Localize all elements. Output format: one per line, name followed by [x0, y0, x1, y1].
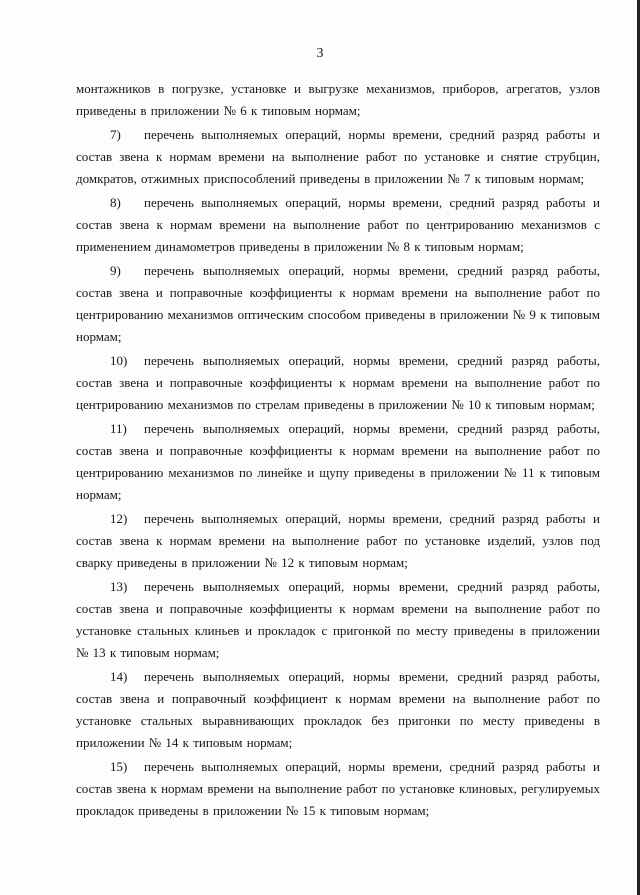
list-item-14	[76, 666, 600, 754]
list-item-9	[76, 260, 600, 348]
item-number: 13)	[110, 579, 128, 594]
paragraph-continuation	[76, 78, 600, 122]
item-number: 10)	[110, 353, 128, 368]
paragraph-text: перечень выполняемых операций, нормы времени, средний разряд работы, состав звена и поправочные коэффициенты к нормам времени на выполнение работ по установке стальных клиньев и прокладок с пригонкой по месту приведены в приложении № 13 к типовым нормам;	[76, 579, 600, 660]
item-number: 9)	[110, 263, 121, 278]
page-number: 3	[316, 46, 324, 61]
paragraph-text: перечень выполняемых операций, нормы времени, средний разряд работы и состав звена к нормам времени на выполнение работ по установке клиновых, регулируемых прокладок приведены в приложении № 15 к типовым нормам;	[76, 759, 600, 818]
paragraph-text: перечень выполняемых операций, нормы времени, средний разряд работы, состав звена и поправочные коэффициенты к нормам времени на выполнение работ по центрированию механизмов по стрелам приведены в приложении № 10 к типовым нормам;	[76, 353, 600, 412]
document-body	[76, 78, 600, 824]
list-item-15	[76, 756, 600, 822]
paragraph-text: перечень выполняемых операций, нормы времени, средний разряд работы, состав звена и поправочный коэффициент к нормам времени на выполнение работ по установке стальных выравнивающих прокладок без пригонки по месту приведены в приложении № 14 к типовым нормам;	[76, 669, 600, 750]
paragraph-text: перечень выполняемых операций, нормы времени, средний разряд работы и состав звена к нормам времени на выполнение работ по центрированию механизмов с применением динамометров приведены в приложении № 8 к типовым нормам;	[76, 195, 600, 254]
paragraph-text: перечень выполняемых операций, нормы времени, средний разряд работы, состав звена и поправочные коэффициенты к нормам времени на выполнение работ по центрированию механизмов по линейке и щупу приведены в приложении № 11 к типовым нормам;	[76, 421, 600, 502]
item-number: 7)	[110, 127, 121, 142]
paragraph-text: перечень выполняемых операций, нормы времени, средний разряд работы и состав звена к нормам времени на выполнение работ по установке изделий, узлов под сварку приведены в приложении № 12 к типовым нормам;	[76, 511, 600, 570]
paragraph-text: монтажников в погрузке, установке и выгрузке механизмов, приборов, агрегатов, узлов приведены в приложении № 6 к типовым нормам;	[76, 81, 600, 118]
item-number: 14)	[110, 669, 128, 684]
item-number: 12)	[110, 511, 128, 526]
item-number: 15)	[110, 759, 128, 774]
list-item-8	[76, 192, 600, 258]
item-number: 8)	[110, 195, 121, 210]
list-item-12	[76, 508, 600, 574]
list-item-10	[76, 350, 600, 416]
paragraph-text: перечень выполняемых операций, нормы времени, средний разряд работы и состав звена к нормам времени на выполнение работ по установке и снятие струбцин, домкратов, отжимных приспособлений приведены в приложении № 7 к типовым нормам;	[76, 127, 600, 186]
list-item-13	[76, 576, 600, 664]
item-number: 11)	[110, 421, 127, 436]
paragraph-text: перечень выполняемых операций, нормы времени, средний разряд работы, состав звена и поправочные коэффициенты к нормам времени на выполнение работ по центрированию механизмов оптическим способом приведены в приложении № 9 к типовым нормам;	[76, 263, 600, 344]
list-item-7	[76, 124, 600, 190]
list-item-11	[76, 418, 600, 506]
